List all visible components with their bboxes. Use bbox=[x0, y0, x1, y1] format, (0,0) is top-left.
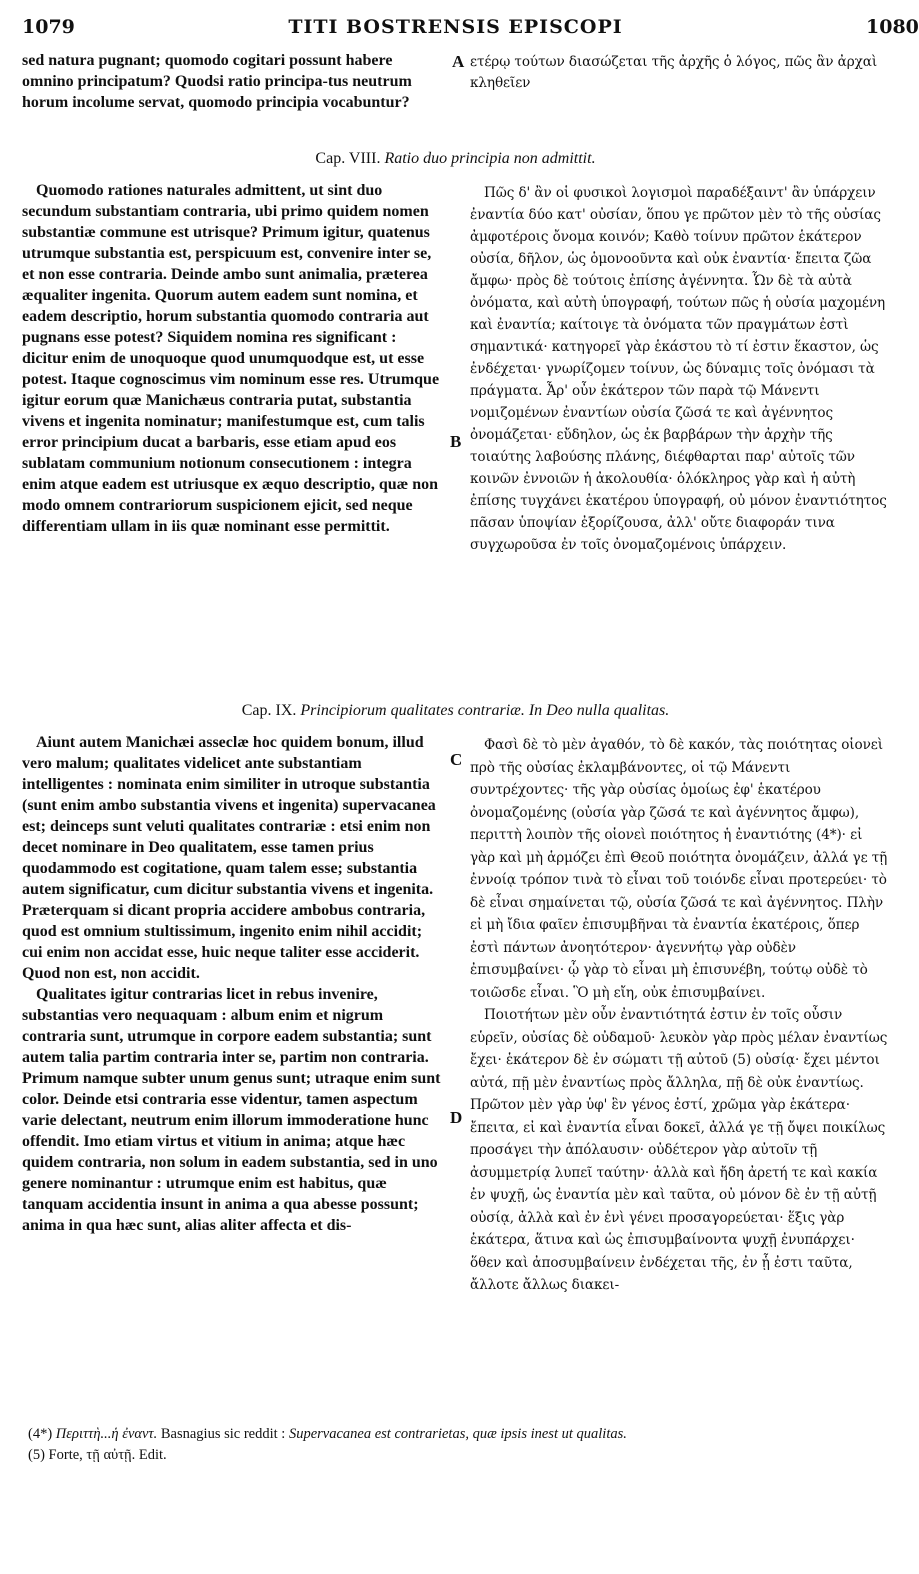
latin-paragraph: Quomodo rationes naturales admittent, ut sint duo secundum substantiam contraria, ubi primo quidem nomen substantiæ commune est utrisque? Primum igitur, quatenus utrumque substantia est, perspicuum est, convenire inter se, et non esse contraria. Deinde ambo sunt animalia, præterea æqualiter ingenita. Quorum autem eadem sunt nomina, et eadem descriptio, horum substantia quomodo contraria aut pugnans esse potest? Siquidem nomina res significant : dicitur enim de unoquoque quod unumquodque est, ut esse potest. Itaque cognoscimus vim nominum esse res. Utrumque igitur eorum quæ Manichæus contraria putat, substantia vivens et ingenita nominatur; manifestumque est, cum talis error principium ducat a barbaris, esse etiam apud eos sublatam communium notionum consecutionem : integra enim atque eadem est utriusque ex æquo descriptio, quæ non modo omnem contrariorum suspicionem ejicit, sed neque differentiam ullam in iis quæ nominant esse permittit. bbox=[22, 182, 440, 535]
footnote-text: Basnagius sic reddit : bbox=[160, 1426, 286, 1442]
footnote-1 bbox=[28, 1424, 888, 1445]
margin-letter-d: D bbox=[450, 1108, 463, 1127]
chapter-label: Cap. VIII. bbox=[315, 150, 381, 167]
greek-paragraph: Πῶς δ' ἂν οἱ φυσικοὶ λογισμοὶ παραδέξαιντ' ἂν ὑπάρχειν ἐναντία δύο κατ' οὐσίαν, ὅπου γε πρῶτον μὲν τὸ τῆς οὐσίας ἀμφοτέροις ὄνομα κοινόν; Καθὸ τοίνυν πρῶτον ἑκάτερον οὐσία, δῆλον, ὡς ὁμονοοῦντα καὶ οὐκ ἐναντία· ἔπειτα ζῶα ἄμφω· πρὸς δὲ τούτοις ἐπίσης ἀγέννητα. Ὧν δὲ τὰ αὐτὰ ὀνόματα, καὶ αὐτὴ ὑπογραφή, τούτων πῶς ἡ οὐσία μαχομένη καὶ ἐναντία; καίτοιγε τὰ ὀνόματα τῶν πραγμάτων ἐστὶ σημαντικά· κατηγορεῖ γὰρ ἑκάστου τὸ τί ἐστιν ἕκαστον, ὡς ἐνδέχεται· γνωρίζομεν τοίνυν, ὡς δύναμις τοῖς ὀνόμασι τὰ πράγματα. Ἆρ' οὖν ἑκάτερον τῶν παρὰ τῷ Μάνεντι νομιζομένων ἐναντίων οὐσία ζῶσά τε καὶ ἀγέννητος ὀνομάζεται· εὔδηλον, ὡς ἐκ βαρβάρων τὴν ἀρχὴν τῆς τοιαύτης λαβούσης πλάνης, διέφθαρται παρ' αὐτοῖς τῶν κοινῶν ἐννοιῶν ἡ ἀκολουθία· ὁλόκληρος γὰρ καὶ ἡ αὐτὴ ἐπίσης τυγχάνει ἑκατέρου ὑπογραφή, οὐ μόνον ἐναντιότητος πᾶσαν ὑποψίαν ἐξορίζουσα, ἀλλ' οὔτε διαφοράν τινα συγχωροῦσα ἐν τοῖς ὀνομαζομένοις ὑπάρχειν. bbox=[470, 185, 887, 553]
latin-paragraph-1: Aiunt autem Manichæi asseclæ hoc quidem bonum, illud vero malum; qualitates videlicet ante substantiam intelligentes : nominata enim similiter in utroque substantia (sunt enim ambo substantia vivens et ingenita) supervacanea est; deinceps sunt veluti qualitates contrariæ : etsi enim non decet nominare in Deo qualitatem, esse tamen prius quodammodo est cogitatione, quam talem esse; substantia autem significatur, cum dicitur substantia vivens et ingenita. Præterquam si dicant propria accidere ambobus contraria, quod est omnium stultissimum, ingenito enim nihil accidit; cui enim non accidat esse, huic neque taliter esse acciderit. Quod non est, non accidit. bbox=[22, 734, 436, 982]
footnote-italic: Supervacanea est contrarietas, quæ ipsis inest ut qualitas. bbox=[288, 1426, 627, 1442]
chapter-heading-8 bbox=[0, 150, 911, 168]
latin-column-top bbox=[22, 50, 446, 113]
greek-paragraph-2: Ποιοτήτων μὲν οὖν ἐναντιότητά ἐστιν ἐν τοῖς οὖσιν εὑρεῖν, οὐσίας δὲ οὐδαμοῦ· λευκὸν γὰρ πρὸς μέλαν ἐναντίως ἔχει· ἑκάτερον δὲ ἐν σώματι τῇ αὐτοῦ (5) οὐσίᾳ· ἔχει μέντοι αὐτά, πῇ μὲν ἐναντίως πρὸς ἄλληλα, πῇ δὲ οὐκ ἐναντίως. Πρῶτον μὲν γὰρ ὑφ' ἓν γένος ἐστί, χρῶμα γὰρ ἑκάτερα· ἔπειτα, εἰ καὶ ἐναντία εἶναι δοκεῖ, ἀλλά γε τῇ ὄψει ποικίλως προσάγει τὴν ἀπόλαυσιν· οὐδέτερον γὰρ αὐτοῖν τῇ ἀσυμμετρίᾳ λυπεῖ ταύτην· ἀλλὰ καὶ ἤδη ἀρετή τε καὶ κακία ἐν ψυχῇ, ὡς ἐναντία μὲν καὶ ταῦτα, οὐ μόνον δὲ ἐν τῇ αὐτῇ οὐσίᾳ, ἀλλὰ καὶ ἐν ἑνὶ γένει προσαγορεύεται· ἕξις γὰρ ἑκάτερα, ἅτινα καὶ ὡς ἐπισυμβαίνοντα ψυχῇ ἐνυπάρχει· ὅθεν καὶ ἀποσυμβαίνειν ἐνδέχεται τῆς, ἐν ᾗ ἐστι ταῦτα, ἄλλοτε ἄλλως διακει- bbox=[470, 1007, 888, 1293]
latin-paragraph-2: Qualitates igitur contrarias licet in rebus invenire, substantias vero nequaquam : album enim et nigrum contraria sunt, utrumque in corpore eadem substantia; sunt autem talia partim contraria inter se, partim non contraria. Primum namque subter unum genus sunt; utraque enim sunt color. Deinde etsi contraria esse videntur, tamen aspectum varie delectant, neutrum enim illorum immoderatione hunc offendit. Imo etiam virtus et vitium in anima; atque hæc quidem contraria, non solum in eadem substantia, sed in uno genere nominantur : utrumque enim est habitus, quæ tanquam accidentia insunt in anima a qua abesse possunt; anima in qua hæc sunt, alias aliter affecta et dis- bbox=[22, 986, 441, 1234]
margin-letter-c: C bbox=[450, 750, 463, 769]
footnote-text: Forte, τῇ αὐτῇ. Edit. bbox=[48, 1447, 167, 1463]
chapter-heading-9 bbox=[0, 702, 911, 720]
greek-column-top bbox=[470, 52, 890, 94]
footnote-mark: (5) bbox=[28, 1447, 45, 1463]
chapter-title: Principiorum qualitates contrariæ. In Deo nulla qualitas. bbox=[300, 702, 670, 719]
footnote-2 bbox=[28, 1445, 888, 1466]
latin-paragraph: sed natura pugnant; quomodo cogitari possunt habere omnino principatum? Quodsi ratio principa-tus neutrum horum incolume servat, quomodo principia vocabuntur? bbox=[22, 52, 412, 111]
margin-letter-b: B bbox=[450, 432, 462, 451]
footnotes bbox=[28, 1424, 888, 1466]
chapter-title: Ratio duo principia non admittit. bbox=[384, 150, 596, 167]
footnote-greek: Περιττὴ...ἡ ἐναντ. bbox=[55, 1426, 158, 1442]
page-number-right: 1080 bbox=[866, 16, 919, 38]
page-number-left: 1079 bbox=[22, 16, 75, 38]
latin-column-ch8 bbox=[22, 180, 446, 537]
margin-letter-a: A bbox=[452, 52, 465, 71]
greek-paragraph-1: Φασὶ δὲ τὸ μὲν ἀγαθόν, τὸ δὲ κακόν, τὰς ποιότητας οἱονεὶ πρὸ τῆς οὐσίας ἐκλαμβάνοντες, οἱ τῷ Μάνεντι συντρέχοντες· τῆς γὰρ οὐσίας ὁμοίως ἐφ' ἑκατέρου ὀνομαζομένης (οὐσία γὰρ ζῶσά τε καὶ ἀγέννητος ἄμφω), περιττὴ λοιπὸν τῆς οἱονεὶ ποιότητος ἡ ἐναντιότης (4*)· εἰ γὰρ καὶ μὴ ἁρμόζει ἐπὶ Θεοῦ ποιότητα ὀνομάζειν, ἀλλά γε τῇ ἐννοίᾳ τρόπον τινὰ τὸ εἶναι τοῦ τοιόνδε εἶναι προτερεύει· τὸ δὲ εἶναι σημαίνεται τῷ, οὐσία ζῶσά τε καὶ ἀγέννητος. Πλὴν εἰ μὴ ἴδια φαῖεν ἐπισυμβῆναι τὰ ἐναντία ἑκατέροις, ὅπερ ἐστὶ πάντων ἀνοητότερον· ἀγεννήτῳ γὰρ οὐδὲν ἐπισυμβαίνει· ᾧ γὰρ τὸ εἶναι μὴ ἐπισυνέβη, τούτῳ οὐδὲ τὸ τοιῶσδε εἶναι. Ὃ μὴ εἴη, οὐκ ἐπισυμβαίνει. bbox=[470, 737, 888, 1001]
greek-paragraph: ετέρῳ τούτων διασώζεται τῆς ἀρχῆς ὁ λόγος, πῶς ἂν ἀρχαὶ κληθεῖεν bbox=[470, 54, 878, 91]
latin-column-ch9 bbox=[22, 732, 446, 1236]
greek-column-ch9 bbox=[470, 734, 890, 1297]
chapter-label: Cap. IX. bbox=[241, 702, 297, 719]
greek-column-ch8 bbox=[470, 182, 890, 556]
running-title: TITI BOSTRENSIS EPISCOPI bbox=[288, 16, 623, 38]
footnote-mark: (4*) bbox=[28, 1426, 53, 1442]
